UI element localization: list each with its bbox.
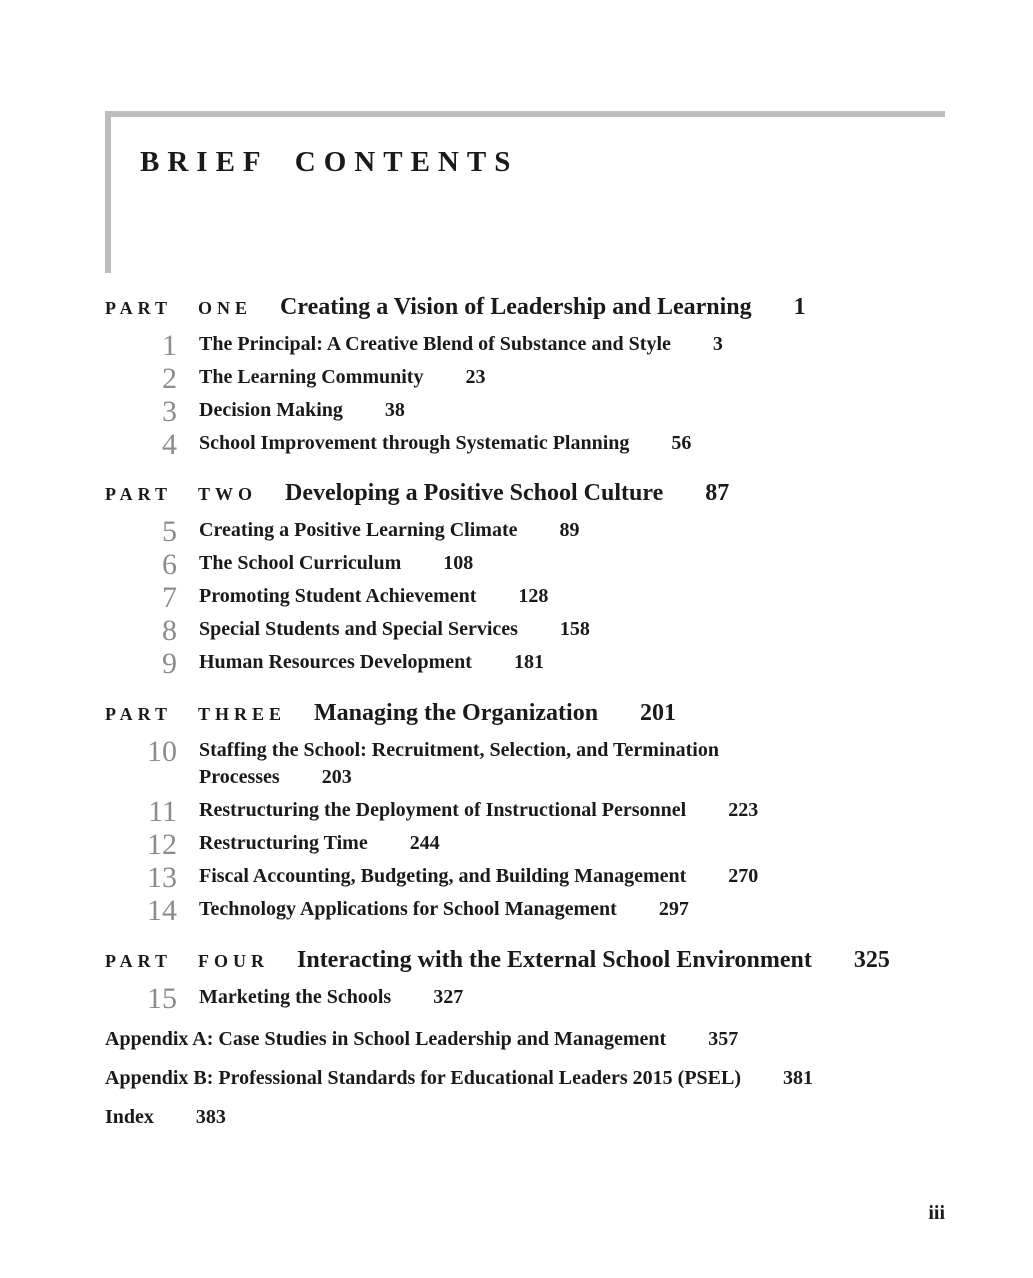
page-title: BRIEF CONTENTS xyxy=(140,146,519,178)
part-two-heading[interactable] xyxy=(105,480,729,507)
chapter-title: Marketing the Schools xyxy=(199,986,392,1008)
chapter-title: Restructuring the Deployment of Instructional Personnel xyxy=(199,799,687,821)
chapter-number: 6 xyxy=(162,548,177,581)
chapter-page: 297 xyxy=(658,898,689,920)
chapter-page: 327 xyxy=(433,986,464,1008)
part-page: 325 xyxy=(853,947,890,973)
chapter-page: 108 xyxy=(443,552,474,574)
chapter-number: 4 xyxy=(162,428,177,461)
chapter-page: 128 xyxy=(518,585,549,607)
chapter-title: The Principal: A Creative Blend of Substance and Style xyxy=(199,333,671,355)
chapter-page: 244 xyxy=(409,832,440,854)
chapter-page: 56 xyxy=(671,432,692,454)
chapter-number: 15 xyxy=(147,982,177,1015)
chapter-number: 9 xyxy=(162,647,177,680)
chapter-page: 38 xyxy=(384,399,405,421)
back-matter-page: 381 xyxy=(783,1067,814,1089)
chapter-title: Fiscal Accounting, Budgeting, and Building Management xyxy=(199,865,687,887)
part-label: PART xyxy=(105,298,173,318)
chapter-number: 7 xyxy=(162,581,177,614)
part-title: Interacting with the External School Environment xyxy=(297,947,812,973)
part-label: PART xyxy=(105,951,173,971)
chapter-number: 2 xyxy=(162,362,177,395)
part-number: ONE xyxy=(198,298,253,318)
part-number: FOUR xyxy=(198,951,269,971)
frame-left-rule xyxy=(105,111,111,273)
frame-top-rule xyxy=(105,111,945,117)
chapter-page: 89 xyxy=(559,519,580,541)
chapter-title: Staffing the School: Recruitment, Selection, and Termination Processes xyxy=(199,739,719,788)
chapter-title: Promoting Student Achievement xyxy=(199,585,477,607)
chapter-page: 23 xyxy=(465,366,486,388)
page-number: iii xyxy=(928,1202,945,1224)
chapter-number: 11 xyxy=(148,795,177,828)
chapter-number: 3 xyxy=(162,395,177,428)
part-title: Creating a Vision of Leadership and Learning xyxy=(280,294,752,320)
appendix-a-entry[interactable] xyxy=(105,1028,738,1051)
back-matter-page: 383 xyxy=(195,1106,226,1128)
back-matter-title: Appendix A: Case Studies in School Leadership and Management xyxy=(105,1028,667,1050)
chapter-title: Creating a Positive Learning Climate xyxy=(199,519,518,541)
chapter-page: 3 xyxy=(712,333,723,355)
chapter-page: 223 xyxy=(728,799,759,821)
chapter-title: Restructuring Time xyxy=(199,832,368,854)
part-three-heading[interactable] xyxy=(105,700,676,727)
part-page: 1 xyxy=(793,294,806,320)
chapter-title: Special Students and Special Services xyxy=(199,618,518,640)
appendix-b-entry[interactable] xyxy=(105,1067,813,1090)
part-one-heading[interactable] xyxy=(105,294,806,321)
chapter-title: The School Curriculum xyxy=(199,552,402,574)
index-entry[interactable] xyxy=(105,1106,226,1129)
chapter-title: Decision Making xyxy=(199,399,343,421)
part-four-heading[interactable] xyxy=(105,947,890,974)
part-number: THREE xyxy=(198,704,287,724)
chapter-number: 8 xyxy=(162,614,177,647)
chapter-page: 270 xyxy=(728,865,759,887)
part-page: 201 xyxy=(640,700,677,726)
back-matter-page: 357 xyxy=(708,1028,739,1050)
part-label: PART xyxy=(105,484,173,504)
chapter-page: 203 xyxy=(321,766,352,788)
part-page: 87 xyxy=(705,480,730,506)
chapter-number: 10 xyxy=(147,735,177,768)
chapter-title: The Learning Community xyxy=(199,366,424,388)
part-title: Developing a Positive School Culture xyxy=(285,480,664,506)
chapter-title: Human Resources Development xyxy=(199,651,472,673)
chapter-number: 14 xyxy=(147,894,177,927)
chapter-title: School Improvement through Systematic Planning xyxy=(199,432,630,454)
chapter-title: Technology Applications for School Management xyxy=(199,898,617,920)
part-label: PART xyxy=(105,704,173,724)
part-title: Managing the Organization xyxy=(314,700,599,726)
part-number: TWO xyxy=(198,484,258,504)
chapter-number: 13 xyxy=(147,861,177,894)
chapter-page: 181 xyxy=(513,651,544,673)
back-matter-title: Index xyxy=(105,1106,154,1128)
back-matter-title: Appendix B: Professional Standards for Educational Leaders 2015 (PSEL) xyxy=(105,1067,742,1089)
chapter-number: 5 xyxy=(162,515,177,548)
chapter-number: 1 xyxy=(162,329,177,362)
chapter-page: 158 xyxy=(559,618,590,640)
chapter-number: 12 xyxy=(147,828,177,861)
